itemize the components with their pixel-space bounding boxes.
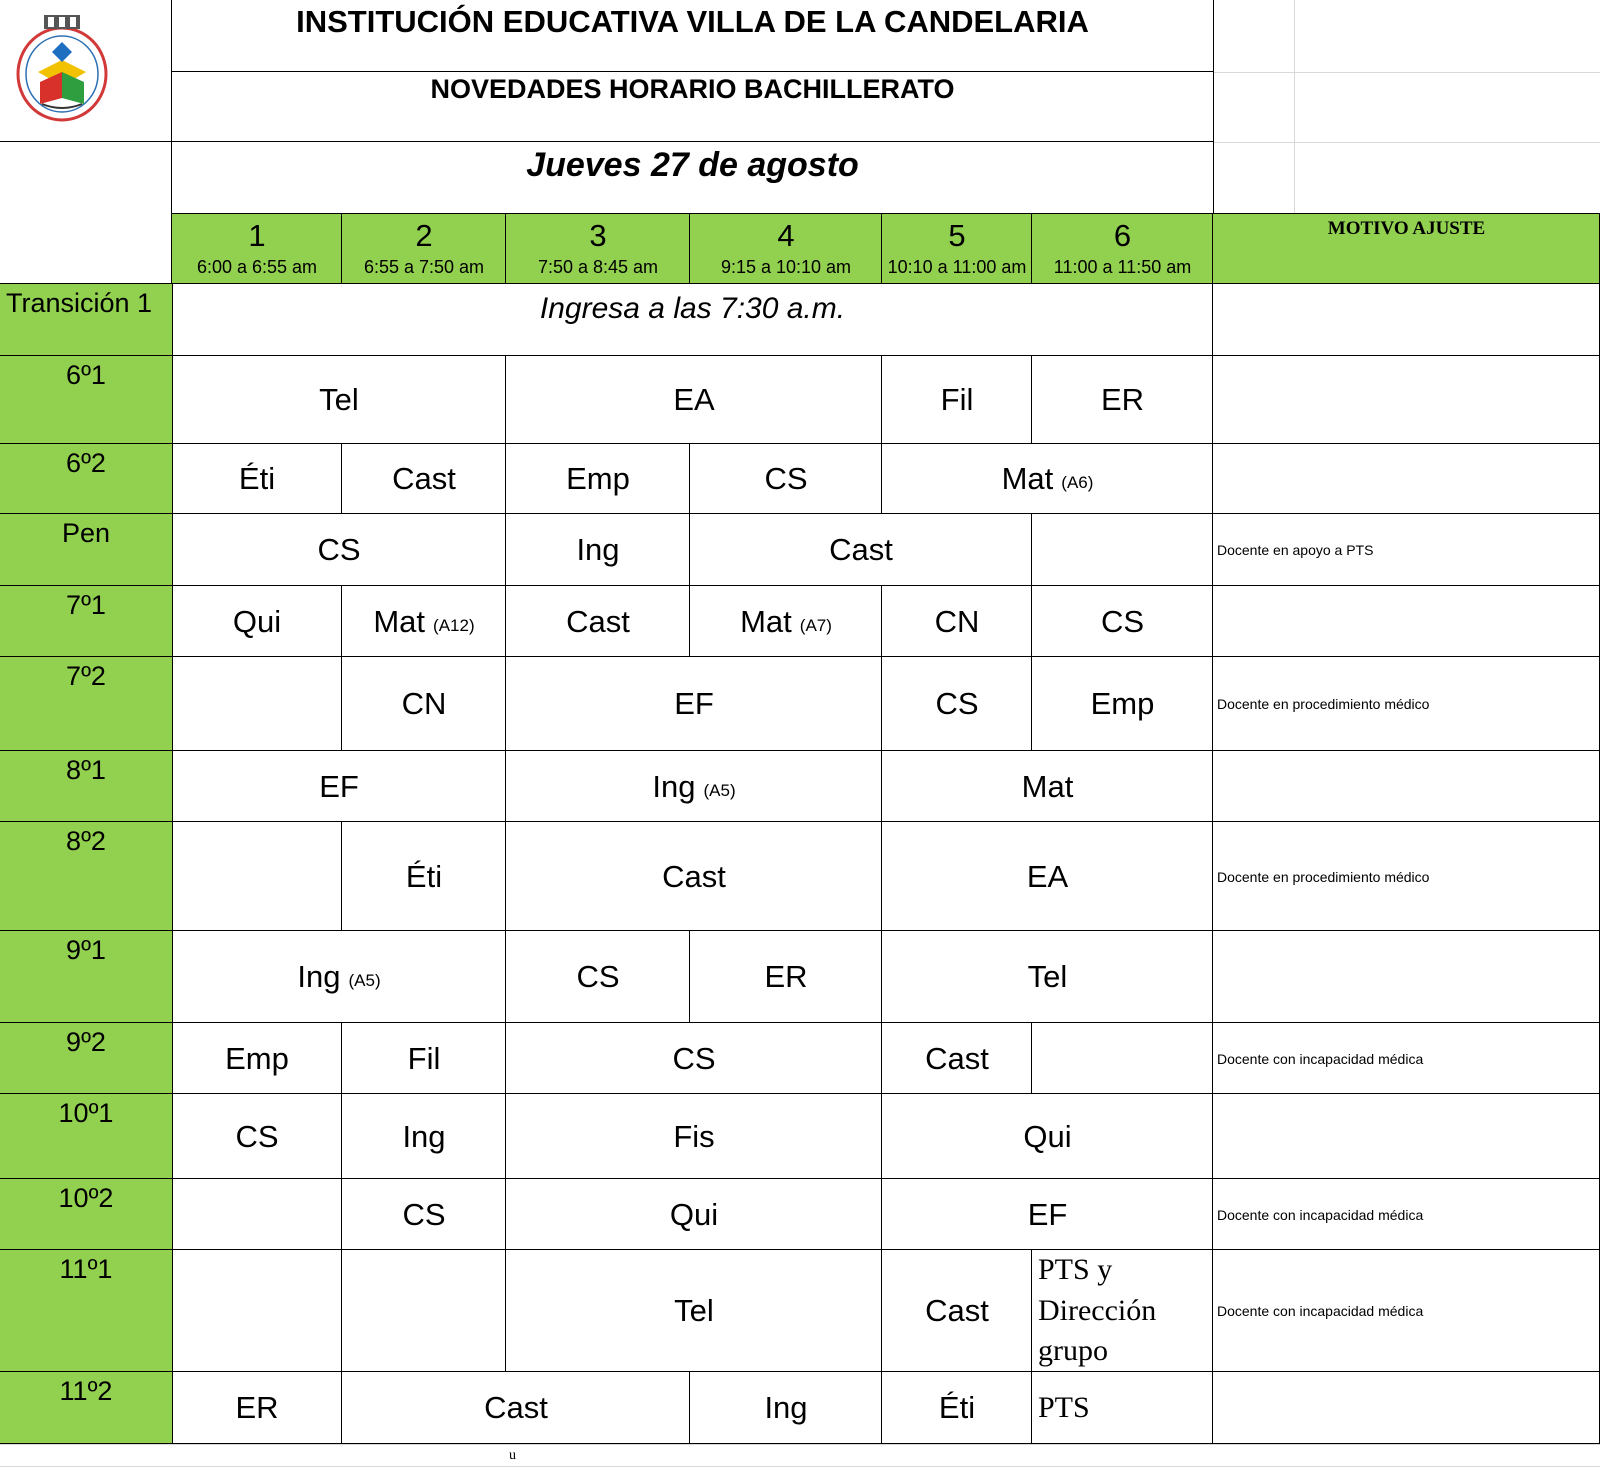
schedule-cell: [690, 444, 882, 514]
cell-border: [505, 514, 506, 586]
cell-border: [1212, 1094, 1213, 1179]
group-label: 8º1: [66, 755, 106, 785]
subject-name: Tel: [1027, 959, 1068, 994]
period-number: 3: [589, 218, 607, 253]
grid-line: [1213, 142, 1600, 143]
cell-border: [341, 1023, 342, 1094]
period-number: 2: [415, 218, 433, 253]
subject-name: CS: [317, 532, 361, 567]
schedule-cell: [172, 1023, 342, 1094]
cell-border: [1031, 356, 1032, 444]
schedule-cell: [506, 931, 690, 1023]
cell-border: [172, 822, 173, 931]
group-label: 9º2: [66, 1027, 106, 1057]
schedule-cell: [1032, 586, 1213, 657]
subject-name: EF: [319, 768, 359, 804]
motivo-cell: Docente con incapacidad médica: [1217, 1206, 1424, 1223]
cell-border: [1031, 514, 1032, 586]
subject-name: PTS: [1038, 1390, 1090, 1424]
schedule-cell: [882, 822, 1213, 931]
schedule-cell: [342, 1023, 506, 1094]
room-code: (A5): [348, 971, 381, 990]
schedule-cell: [882, 1372, 1032, 1444]
cell-border: [689, 931, 690, 1023]
row-border: [0, 1443, 1600, 1444]
subject-name: Mat: [740, 603, 792, 639]
schedule-cell: [342, 1250, 506, 1372]
subject-name: CS: [402, 1196, 446, 1232]
subject-name: ER: [235, 1390, 279, 1425]
period-time: 6:00 a 6:55 am: [196, 257, 318, 277]
cell-border: [505, 1179, 506, 1250]
schedule-cell: [506, 1094, 882, 1179]
schedule-cell: [506, 657, 882, 751]
schedule-cell: [882, 931, 1213, 1023]
subject-name: Fis: [673, 1118, 715, 1154]
group-label: 7º2: [66, 661, 106, 691]
cell-border: [505, 931, 506, 1023]
subject-name: Emp: [1090, 686, 1155, 721]
cell-border: [689, 586, 690, 657]
schedule-cell: [342, 657, 506, 751]
cell-border: [172, 284, 173, 356]
room-code: (A6): [1061, 473, 1094, 492]
cell-border: [1212, 444, 1213, 514]
subject-name: EF: [674, 686, 714, 721]
subject-name: Cast: [829, 532, 893, 567]
cell-border: [505, 822, 506, 931]
schedule-cell: [342, 1372, 690, 1444]
period-time: 7:50 a 8:45 am: [537, 257, 659, 277]
subject-name: Cast: [392, 461, 456, 496]
motivo-cell: [1213, 931, 1600, 1023]
institution-title: INSTITUCIÓN EDUCATIVA VILLA DE LA CANDELARIA: [296, 4, 1089, 39]
schedule-cell: [690, 514, 1032, 586]
schedule-cell: [506, 586, 690, 657]
subject-name: Cast: [566, 603, 630, 639]
motivo-cell: [1213, 586, 1600, 657]
motivo-cell: Docente en apoyo a PTS: [1217, 542, 1374, 558]
cell-border: [341, 822, 342, 931]
cell-border: [172, 931, 173, 1023]
subject-name: Tel: [319, 382, 359, 417]
subject-name: Éti: [238, 461, 276, 496]
schedule-cell: [342, 822, 506, 931]
cell-border: [172, 1372, 173, 1444]
cell-border: [1212, 586, 1213, 657]
column-border: [171, 214, 172, 284]
schedule-cell: [506, 1023, 882, 1094]
cell-border: [172, 586, 173, 657]
subject-name: Qui: [232, 603, 282, 639]
column-border: [881, 214, 882, 284]
grid-line: [1213, 72, 1600, 73]
period-number: 5: [948, 218, 966, 253]
group-label: Pen: [61, 518, 111, 548]
cell-border: [1212, 284, 1213, 356]
cell-border: [505, 657, 506, 751]
subject-name: Cast: [662, 858, 726, 894]
schedule-cell: [690, 1372, 882, 1444]
cell-border: [1212, 356, 1213, 444]
cell-border: [341, 1094, 342, 1179]
column-border: [689, 214, 690, 284]
cell-border: [172, 356, 173, 444]
grid-line: [0, 1444, 1600, 1445]
row-border: [0, 283, 1600, 284]
motivo-cell: [1213, 356, 1600, 444]
schedule-cell: [1032, 1250, 1213, 1372]
schedule-cell: [172, 586, 342, 657]
subject-name: Fil: [407, 1040, 441, 1076]
cell-border: [505, 356, 506, 444]
schedule-cell: [172, 356, 506, 444]
motivo-cell: [1213, 1094, 1600, 1179]
schedule-cell: [172, 751, 506, 822]
cell-border: [505, 1250, 506, 1372]
cell-border: [689, 1372, 690, 1444]
schedule-cell: [882, 657, 1032, 751]
cell-border: [1212, 1179, 1213, 1250]
period-time: 11:00 a 11:50 am: [1053, 257, 1192, 277]
cell-border: [1212, 751, 1213, 822]
cell-border: [689, 514, 690, 586]
cell-border: [1031, 657, 1032, 751]
schedule-cell: [1032, 514, 1213, 586]
period-number: 1: [248, 218, 266, 253]
motivo-cell: Docente con incapacidad médica: [1217, 1050, 1424, 1067]
cell-border: [505, 1023, 506, 1094]
motivo-cell: [1213, 1372, 1600, 1444]
subject-name: CS: [672, 1040, 716, 1076]
cell-border: [689, 444, 690, 514]
cell-border: [172, 1250, 173, 1372]
column-border: [1212, 214, 1213, 284]
footer-mark: u: [509, 1448, 516, 1463]
subject-name: Ing: [402, 1118, 446, 1154]
schedule-cell: [1032, 1023, 1213, 1094]
cell-border: [172, 444, 173, 514]
schedule-cell: [506, 444, 690, 514]
subject-name: Ing: [652, 768, 696, 804]
group-label: 6º2: [66, 448, 106, 478]
schedule-cell: [506, 514, 690, 586]
subject-name: Ing: [764, 1390, 808, 1425]
school-logo: [14, 12, 110, 124]
cell-border: [172, 1179, 173, 1250]
cell-border: [172, 514, 173, 586]
schedule-cell: [342, 1094, 506, 1179]
motivo-cell: [1213, 751, 1600, 822]
cell-border: [1212, 657, 1213, 751]
cell-border: [1212, 1023, 1213, 1094]
schedule-cell: [506, 1179, 882, 1250]
cell-border: [1212, 931, 1213, 1023]
schedule-cell: [172, 514, 506, 586]
schedule-cell: [882, 1250, 1032, 1372]
schedule-cell: [172, 1372, 342, 1444]
group-label: 10º1: [58, 1098, 114, 1128]
room-code: (A5): [703, 780, 736, 800]
schedule-cell: [882, 444, 1213, 514]
motivo-cell: [1213, 284, 1600, 356]
motivo-header: MOTIVO AJUSTE: [1327, 218, 1486, 239]
cell-border: [172, 1023, 173, 1094]
cell-border: [881, 586, 882, 657]
schedule-cell: [172, 1250, 342, 1372]
subject-name: CS: [935, 686, 979, 721]
schedule-cell: [506, 1250, 882, 1372]
motivo-cell: Docente en procedimiento médico: [1217, 868, 1430, 885]
cell-border: [881, 1094, 882, 1179]
motivo-cell: [1213, 444, 1600, 514]
subject-name: Cast: [925, 1040, 989, 1076]
cell-border: [881, 751, 882, 822]
schedule-cell: [882, 1179, 1213, 1250]
period-time: 10:10 a 11:00 am: [887, 257, 1027, 277]
header-divider: [172, 71, 1213, 72]
column-border: [505, 214, 506, 284]
subject-name: Mat: [1001, 461, 1054, 496]
period-number: 6: [1113, 218, 1132, 253]
cell-border: [881, 931, 882, 1023]
schedule-cell: [1032, 356, 1213, 444]
subject-name: Qui: [1023, 1118, 1072, 1154]
subject-name: Ing: [576, 532, 620, 567]
subject-name: Mat: [1021, 768, 1074, 804]
subject-name: Fil: [940, 382, 974, 417]
cell-border: [1212, 1372, 1213, 1444]
cell-border: [1031, 1250, 1032, 1372]
cell-border: [881, 444, 882, 514]
subject-name: Mat: [373, 603, 426, 639]
schedule-cell: [172, 444, 342, 514]
cell-border: [505, 444, 506, 514]
header-divider: [0, 141, 1213, 142]
cell-border: [881, 822, 882, 931]
cell-border: [1212, 514, 1213, 586]
subject-name: EF: [1027, 1196, 1068, 1232]
cell-border: [341, 1179, 342, 1250]
cell-border: [172, 1094, 173, 1179]
subject-name: CS: [576, 959, 620, 994]
cell-border: [172, 657, 173, 751]
subject-name: CN: [401, 686, 447, 721]
room-code: (A7): [799, 615, 832, 635]
subject-name: ER: [1100, 382, 1145, 417]
cell-border: [505, 1094, 506, 1179]
schedule-subtitle: NOVEDADES HORARIO BACHILLERATO: [430, 74, 955, 104]
schedule-cell: [882, 751, 1213, 822]
subject-name: EA: [673, 382, 715, 417]
group-label: 11º1: [59, 1254, 113, 1284]
subject-name: CS: [235, 1118, 279, 1154]
cell-border: [1212, 1250, 1213, 1372]
subject-name: Cast: [925, 1293, 989, 1328]
subject-name: Emp: [566, 461, 630, 496]
cell-border: [881, 1250, 882, 1372]
subject-name: Éti: [938, 1390, 976, 1425]
subject-name: Emp: [225, 1040, 289, 1076]
motivo-cell: Docente en procedimiento médico: [1217, 696, 1430, 712]
cell-border: [881, 1179, 882, 1250]
cell-border: [341, 1250, 342, 1372]
period-time: 9:15 a 10:10 am: [720, 257, 852, 277]
motivo-cell: Docente con incapacidad médica: [1217, 1303, 1424, 1319]
schedule-cell: [882, 356, 1032, 444]
subject-name: Qui: [669, 1196, 719, 1232]
cell-border: [172, 751, 173, 822]
cell-border: [1031, 586, 1032, 657]
group-label: 8º2: [66, 826, 106, 856]
schedule-cell: [172, 284, 1213, 356]
cell-border: [881, 657, 882, 751]
schedule-cell: [172, 931, 506, 1023]
schedule-cell: [342, 1179, 506, 1250]
cell-border: [881, 356, 882, 444]
schedule-cell: [882, 586, 1032, 657]
schedule-cell: [172, 822, 342, 931]
period-number: 4: [777, 218, 795, 253]
subject-name: EA: [1026, 858, 1069, 894]
column-border: [1031, 214, 1032, 284]
schedule-cell: [506, 822, 882, 931]
schedule-cell: [506, 356, 882, 444]
schedule-cell: [172, 1179, 342, 1250]
grid-line: [1294, 0, 1295, 214]
group-label: 6º1: [66, 360, 106, 390]
header-divider: [1213, 0, 1214, 214]
schedule-cell: [342, 444, 506, 514]
schedule-cell: [882, 1094, 1213, 1179]
cell-border: [341, 586, 342, 657]
cell-border: [341, 1372, 342, 1444]
group-label: 7º1: [66, 590, 106, 620]
column-border: [341, 214, 342, 284]
cell-border: [881, 1372, 882, 1444]
cell-border: [505, 751, 506, 822]
subject-name: ER: [764, 959, 808, 994]
room-code: (A12): [433, 615, 475, 635]
cell-border: [1031, 1023, 1032, 1094]
schedule-cell: [690, 586, 882, 657]
cell-border: [1212, 822, 1213, 931]
schedule-cell: [506, 751, 882, 822]
group-label: 10º2: [58, 1183, 114, 1213]
schedule-cell: [1032, 1372, 1213, 1444]
subject-name: PTS y Dirección grupo: [1038, 1253, 1157, 1368]
subject-name: Tel: [674, 1293, 714, 1328]
cell-border: [505, 586, 506, 657]
group-label: Transición 1: [6, 288, 153, 318]
schedule-cell: [342, 586, 506, 657]
schedule-cell: [690, 931, 882, 1023]
cell-border: [341, 444, 342, 514]
schedule-date: Jueves 27 de agosto: [526, 146, 859, 184]
cell-border: [881, 1023, 882, 1094]
subject-name: Cast: [484, 1390, 548, 1425]
subject-name: CN: [934, 603, 980, 639]
cell-border: [1031, 1372, 1032, 1444]
row-border: [172, 213, 1600, 214]
subject-name: CS: [764, 461, 808, 496]
subject-name: Ing: [297, 959, 341, 994]
subject-name: Éti: [405, 858, 443, 894]
cell-border: [341, 657, 342, 751]
period-time: 6:55 a 7:50 am: [363, 257, 485, 277]
subject-name: Ingresa a las 7:30 a.m.: [539, 292, 846, 325]
subject-name: CS: [1100, 603, 1145, 639]
group-label: 11º2: [59, 1376, 113, 1406]
schedule-cell: [172, 657, 342, 751]
schedule-cell: [1032, 657, 1213, 751]
group-label: 9º1: [66, 935, 106, 965]
schedule-cell: [882, 1023, 1032, 1094]
schedule-cell: [172, 1094, 342, 1179]
